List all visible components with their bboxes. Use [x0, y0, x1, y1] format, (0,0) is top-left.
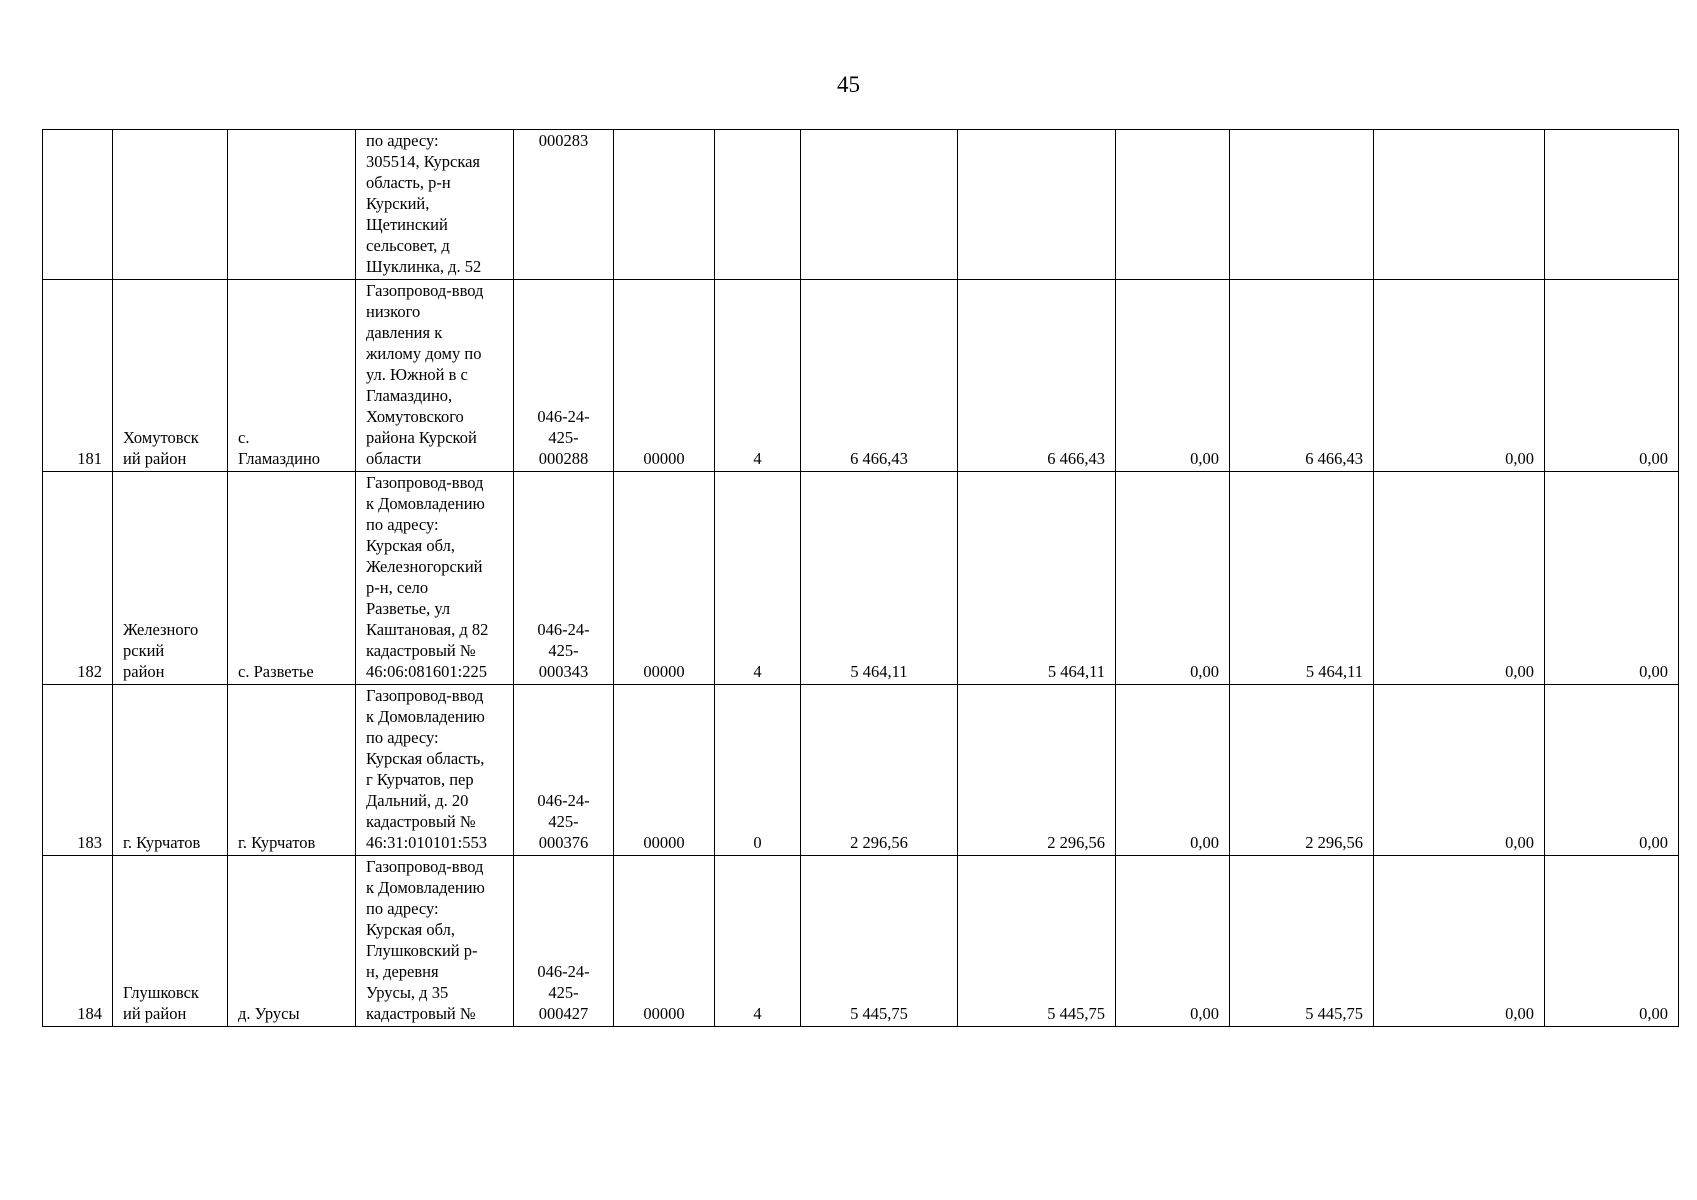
- group-cell: 4: [715, 856, 801, 1027]
- inventory-number-cell: 046-24- 425- 000376: [514, 685, 614, 856]
- amount-cell: 2 296,56: [958, 685, 1116, 856]
- district-cell: Хомутовск ий район: [113, 280, 228, 472]
- amount-cell: 5 445,75: [801, 856, 958, 1027]
- amount-cell: 0,00: [1116, 472, 1230, 685]
- amount-cell: [958, 130, 1116, 280]
- group-cell: 0: [715, 685, 801, 856]
- row-number: 181: [43, 280, 113, 472]
- locality-cell: с. Разветье: [228, 472, 356, 685]
- amount-cell: 0,00: [1374, 280, 1545, 472]
- description-cell: Газопровод-ввод низкого давления к жилому дому по ул. Южной в с Гламаздино, Хомутовского района Курской области: [356, 280, 514, 472]
- page-number: 45: [837, 72, 860, 97]
- amount-cell: 5 464,11: [1230, 472, 1374, 685]
- inventory-number-cell: 046-24- 425- 000343: [514, 472, 614, 685]
- amount-cell: 0,00: [1374, 685, 1545, 856]
- inventory-number-cell: 046-24- 425- 000288: [514, 280, 614, 472]
- description-cell: Газопровод-ввод к Домовладению по адресу: Курская обл, Глушковский р- н, деревня Урусы, д 35 кадастровый №: [356, 856, 514, 1027]
- amount-cell: 0,00: [1116, 280, 1230, 472]
- code-cell: [614, 130, 715, 280]
- row-number: 183: [43, 685, 113, 856]
- table-row: [43, 856, 1679, 1027]
- district-cell: [113, 130, 228, 280]
- amount-cell: 6 466,43: [958, 280, 1116, 472]
- table-row: [43, 685, 1679, 856]
- amount-cell: 0,00: [1116, 856, 1230, 1027]
- district-cell: г. Курчатов: [113, 685, 228, 856]
- row-number: 184: [43, 856, 113, 1027]
- description-cell: Газопровод-ввод к Домовладению по адресу: Курская обл, Железногорский р-н, село Разветье, ул Каштановая, д 82 кадастровый № 46:06:081601:225: [356, 472, 514, 685]
- code-cell: 00000: [614, 685, 715, 856]
- amount-cell: 0,00: [1545, 280, 1679, 472]
- table-row: [43, 472, 1679, 685]
- registry-table: [42, 129, 1679, 1027]
- amount-cell: 0,00: [1545, 472, 1679, 685]
- amount-cell: 0,00: [1545, 685, 1679, 856]
- amount-cell: 6 466,43: [801, 280, 958, 472]
- amount-cell: 5 464,11: [958, 472, 1116, 685]
- table-row: [43, 280, 1679, 472]
- district-cell: Железного рский район: [113, 472, 228, 685]
- group-cell: 4: [715, 280, 801, 472]
- amount-cell: 5 445,75: [958, 856, 1116, 1027]
- district-cell: Глушковск ий район: [113, 856, 228, 1027]
- locality-cell: д. Урусы: [228, 856, 356, 1027]
- locality-cell: [228, 130, 356, 280]
- row-number: 182: [43, 472, 113, 685]
- amount-cell: [1230, 130, 1374, 280]
- description-cell: по адресу: 305514, Курская область, р-н Курский, Щетинский сельсовет, д Шуклинка, д. 52: [356, 130, 514, 280]
- row-number: [43, 130, 113, 280]
- amount-cell: 0,00: [1374, 472, 1545, 685]
- amount-cell: 6 466,43: [1230, 280, 1374, 472]
- amount-cell: 0,00: [1116, 685, 1230, 856]
- code-cell: 00000: [614, 856, 715, 1027]
- locality-cell: с. Гламаздино: [228, 280, 356, 472]
- code-cell: 00000: [614, 472, 715, 685]
- amount-cell: [1116, 130, 1230, 280]
- table-row: [43, 130, 1679, 280]
- amount-cell: [1374, 130, 1545, 280]
- locality-cell: г. Курчатов: [228, 685, 356, 856]
- amount-cell: 5 445,75: [1230, 856, 1374, 1027]
- group-cell: 4: [715, 472, 801, 685]
- amount-cell: 5 464,11: [801, 472, 958, 685]
- group-cell: [715, 130, 801, 280]
- description-cell: Газопровод-ввод к Домовладению по адресу: Курская область, г Курчатов, пер Дальний, д. 20 кадастровый № 46:31:010101:553: [356, 685, 514, 856]
- amount-cell: 0,00: [1374, 856, 1545, 1027]
- code-cell: 00000: [614, 280, 715, 472]
- amount-cell: 2 296,56: [801, 685, 958, 856]
- amount-cell: 0,00: [1545, 856, 1679, 1027]
- inventory-number-cell: 000283: [514, 130, 614, 280]
- amount-cell: [801, 130, 958, 280]
- amount-cell: 2 296,56: [1230, 685, 1374, 856]
- amount-cell: [1545, 130, 1679, 280]
- inventory-number-cell: 046-24- 425- 000427: [514, 856, 614, 1027]
